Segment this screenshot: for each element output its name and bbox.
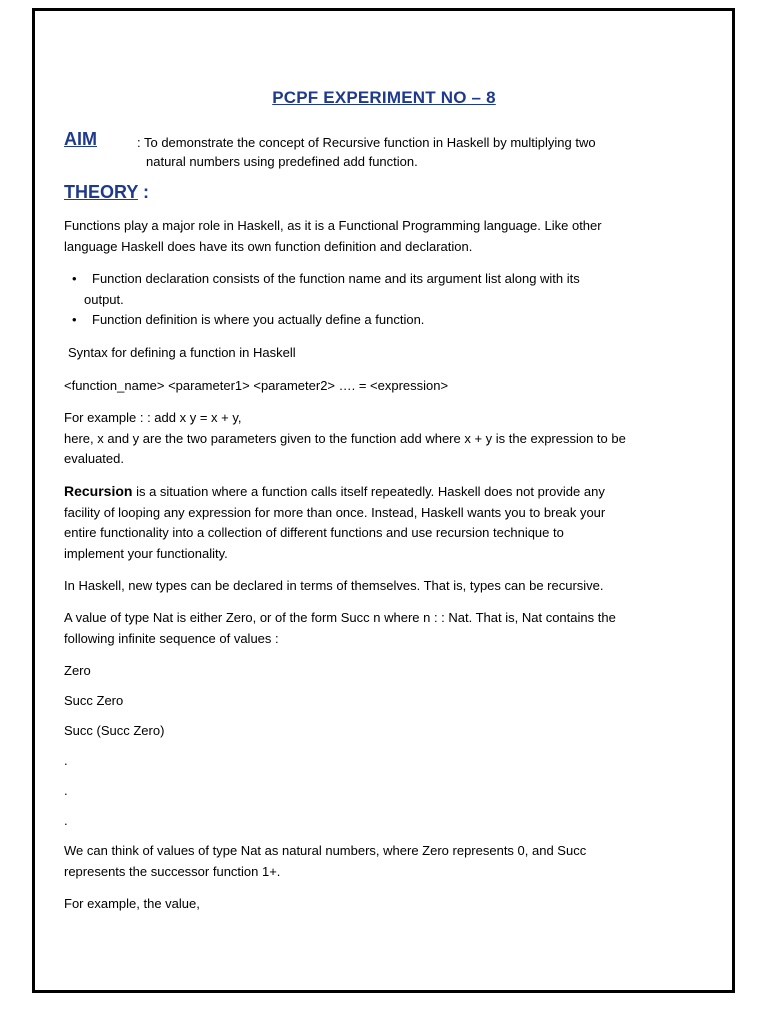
nat-line1: A value of type Nat is either Zero, or of the form Succ n where n : : Nat. That is, Nat contains the [64,610,616,625]
value-succ-zero: Succ Zero [64,693,124,708]
recursion-term: Recursion [64,483,133,499]
example-line1: For example : : add x y = x + y, [64,410,242,425]
intro-paragraph [64,216,704,257]
aim-label: AIM [64,129,97,149]
bullet-definition-line1: Function definition is where you actually define a function. [92,312,425,327]
nat-paragraph [64,608,704,649]
intro-line2: language Haskell does have its own function definition and declaration. [64,238,473,254]
nat-line2: following infinite sequence of values : [64,630,279,646]
aim-text-line2: natural numbers using predefined add function. [146,154,418,169]
think-line1: We can think of values of type Nat as natural numbers, where Zero represents 0, and Succ [64,843,587,858]
intro-line1: Functions play a major role in Haskell, as it is a Functional Programming language. Like other [64,218,602,233]
bullet-declaration-line2: output. [84,291,124,307]
bullet-declaration [64,269,704,310]
types-recursive-line: In Haskell, new types can be declared in terms of themselves. That is, types can be recursive. [64,578,604,593]
theory-heading [64,182,149,203]
example-line3: evaluated. [64,451,124,466]
page-title: PCPF EXPERIMENT NO – 8 [272,88,496,107]
syntax-intro: Syntax for defining a function in Haskell [68,345,296,360]
aim-text-line1: : To demonstrate the concept of Recursive function in Haskell by multiplying two [137,135,596,150]
bullet-declaration-line1: Function declaration consists of the function name and its argument list along with its [92,271,580,286]
bullet-dot-icon: • [72,271,77,286]
think-line2: represents the successor function 1+. [64,863,281,879]
value-succ-succ-zero: Succ (Succ Zero) [64,723,165,738]
example-line2: here, x and y are the two parameters given to the function add where x + y is the expression to be [64,430,626,446]
syntax-line: <function_name> <parameter1> <parameter2> …. = <expression> [64,378,449,393]
ellipsis-dot-3: . [64,813,68,828]
bullet-dot-icon: • [72,312,77,327]
recursion-line1 [64,481,704,503]
theory-colon: : [138,182,150,202]
recursion-line2: facility of looping any expression for more than once. Instead, Haskell wants you to break your [64,504,606,520]
value-zero: Zero [64,663,91,678]
ellipsis-dot-2: . [64,783,68,798]
definition-bullet-list [64,269,704,331]
for-example-line: For example, the value, [64,896,200,911]
bullet-definition [64,310,704,331]
think-paragraph [64,841,704,882]
recursion-paragraph [64,481,704,564]
theory-label: THEORY [64,182,139,202]
aim-text [137,133,682,171]
ellipsis-dot-1: . [64,753,68,768]
recursion-line4: implement your functionality. [64,545,228,561]
example-paragraph [64,408,704,470]
recursion-line3: entire functionality into a collection of different functions and use recursion technique to [64,525,564,540]
recursion-line1-rest: is a situation where a function calls itself repeatedly. Haskell does not provide any [132,484,605,499]
